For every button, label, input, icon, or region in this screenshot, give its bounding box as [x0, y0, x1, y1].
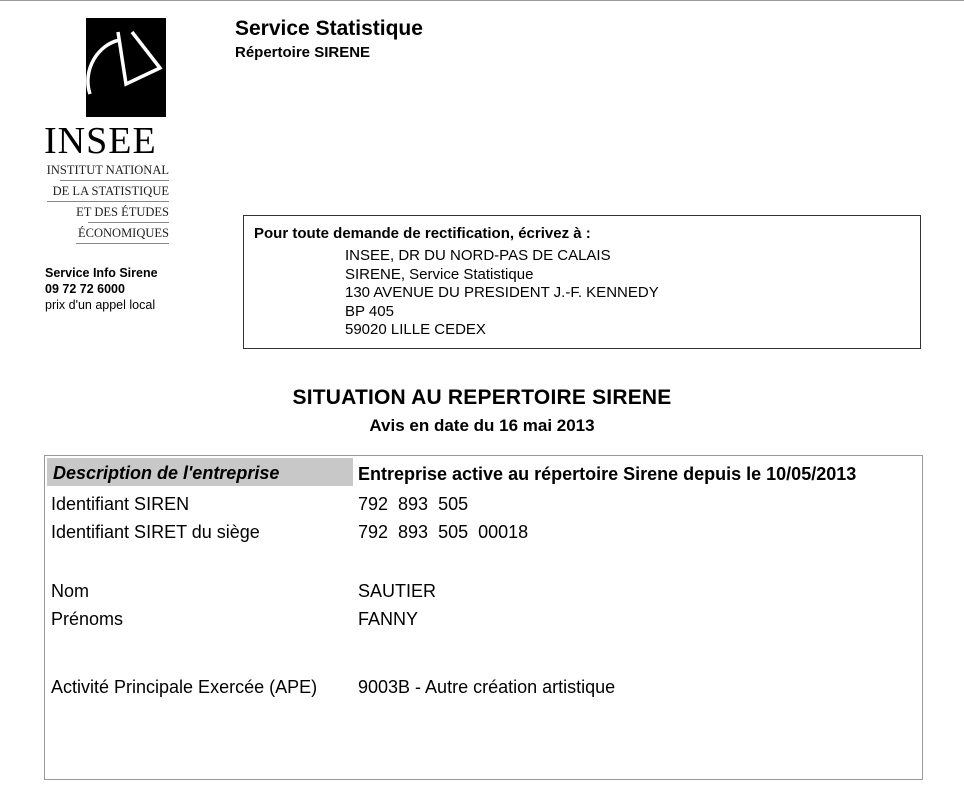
address-line: 130 AVENUE DU PRESIDENT J.-F. KENNEDY	[345, 284, 659, 301]
address-line: 59020 LILLE CEDEX	[345, 321, 486, 338]
insee-subtitle-line-2: DE LA STATISTIQUE	[52, 184, 169, 198]
row-value-ape: 9003B - Autre création artistique	[358, 677, 616, 697]
row-value-prenoms: FANNY	[358, 609, 419, 629]
company-description-box	[44, 455, 923, 780]
top-border-line	[0, 0, 964, 1]
row-value-siret: 792 893 505 00018	[358, 522, 529, 542]
row-label-siren: Identifiant SIREN	[51, 494, 190, 514]
insee-subtitle-line-4: ÉCONOMIQUES	[78, 226, 169, 240]
logo-divider-1	[60, 180, 169, 181]
page-subtitle: Répertoire SIRENE	[235, 44, 371, 61]
row-label-siret: Identifiant SIRET du siège	[51, 522, 260, 542]
correction-address	[345, 247, 659, 340]
row-label-ape: Activité Principale Exercée (APE)	[51, 677, 318, 697]
service-info-phone: 09 72 72 6000	[45, 282, 125, 296]
correction-heading: Pour toute demande de rectification, écrivez à :	[254, 225, 591, 242]
service-info-note: prix d'un appel local	[45, 298, 156, 312]
description-section-label: Description de l'entreprise	[53, 463, 280, 483]
company-status: Entreprise active au répertoire Sirene depuis le 10/05/2013	[358, 464, 857, 484]
description-section-header	[47, 458, 353, 486]
service-info	[45, 265, 158, 313]
insee-subtitle-line-3: ET DES ÉTUDES	[76, 205, 169, 219]
address-line: BP 405	[345, 302, 394, 320]
row-value-siren: 792 893 505	[358, 494, 469, 514]
address-line: INSEE, DR DU NORD-PAS DE CALAIS	[345, 247, 611, 264]
insee-wordmark: INSEE	[44, 120, 157, 162]
row-value-nom: SAUTIER	[358, 581, 437, 601]
logo-divider-2	[47, 201, 169, 202]
logo-divider-4	[76, 243, 169, 244]
logo-divider-3	[88, 222, 169, 223]
situation-date: Avis en date du 16 mai 2013	[369, 416, 595, 435]
insee-logo-mark	[86, 18, 166, 117]
row-label-prenoms: Prénoms	[51, 609, 124, 629]
page-title: Service Statistique	[235, 17, 423, 40]
correction-address-box	[243, 215, 921, 349]
address-line: SIRENE, Service Statistique	[345, 265, 534, 283]
service-info-name: Service Info Sirene	[45, 266, 158, 280]
insee-subtitle-line-1: INSTITUT NATIONAL	[46, 163, 169, 177]
row-label-nom: Nom	[51, 581, 90, 601]
situation-title: SITUATION AU REPERTOIRE SIRENE	[292, 386, 672, 409]
